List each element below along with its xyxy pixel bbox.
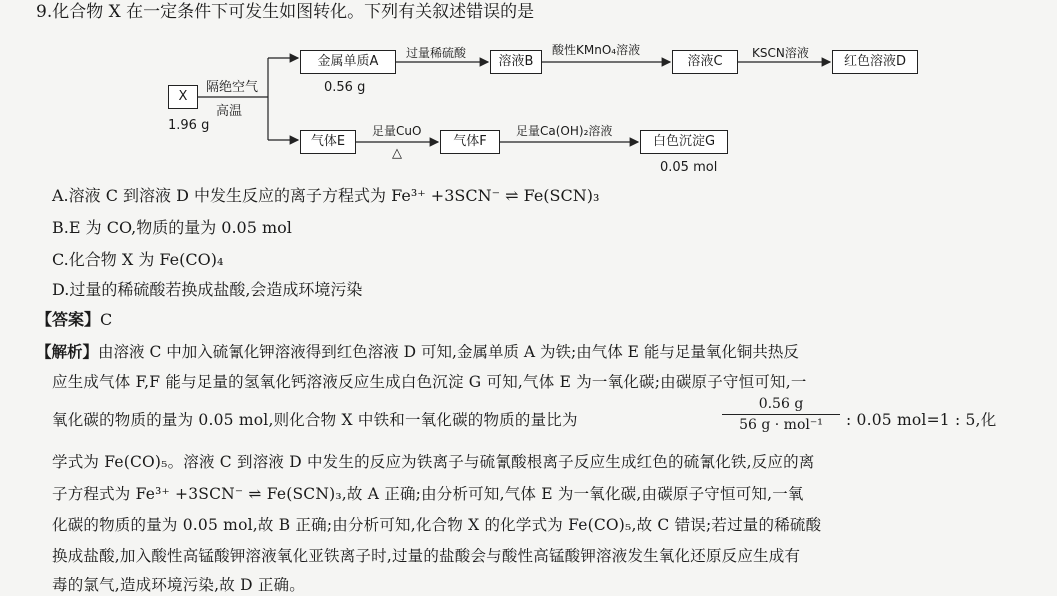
explanation-line-2: 应生成气体 F,F 能与足量的氢氧化钙溶液反应生成白色沉淀 G 可知,气体 E 为一氧化碳;由碳原子守恒可知,一: [52, 373, 807, 391]
fraction-denominator: 56 g · mol⁻¹: [739, 417, 823, 433]
question-title: 9.化合物 X 在一定条件下可发生如图转化。下列有关叙述错误的是: [36, 2, 535, 22]
arrow-label-caoh2: 足量Ca(OH)₂溶液: [516, 124, 613, 138]
explanation-text-1: 由溶液 C 中加入硫氰化钾溶液得到红色溶液 D 可知,金属单质 A 为铁;由气体 E 能与足量氧化铜共热反: [98, 343, 799, 361]
solution-c-box: 溶液C: [672, 50, 738, 74]
fraction: [722, 396, 840, 433]
compound-x-box: X: [168, 85, 198, 109]
arrow-label-heat: △: [392, 146, 402, 161]
condition-no-air: 隔绝空气: [206, 80, 259, 95]
conversion-diagram: [160, 42, 920, 184]
explanation-line-3a: 氧化碳的物质的量为 0.05 mol,则化合物 X 中铁和一氧化碳的物质的量比为: [52, 411, 578, 429]
gas-e-box: 气体E: [300, 130, 356, 154]
precipitate-g-amount: 0.05 mol: [660, 160, 718, 175]
explanation-label: 【解析】: [36, 342, 99, 361]
solution-d-box: 红色溶液D: [832, 50, 918, 74]
compound-x-mass: 1.96 g: [168, 118, 210, 133]
option-a: A.溶液 C 到溶液 D 中发生反应的离子方程式为 Fe³⁺ +3SCN⁻ ⇌ Fe(SCN)₃: [52, 186, 600, 205]
explanation-line-3b: : 0.05 mol=1 : 5,化: [846, 411, 997, 429]
answer-line: [36, 310, 112, 330]
metal-a-mass: 0.56 g: [324, 80, 366, 95]
fraction-numerator: 0.56 g: [758, 396, 804, 412]
gas-f-box: 气体F: [440, 130, 500, 154]
explanation-line-7: 换成盐酸,加入酸性高锰酸钾溶液氧化亚铁离子时,过量的盐酸会与酸性高锰酸钾溶液发生氧化还原反应生成有: [52, 547, 801, 565]
option-b: B.E 为 CO,物质的量为 0.05 mol: [52, 218, 292, 237]
arrow-label-cuo: 足量CuO: [372, 124, 422, 138]
explanation-line-1: [36, 342, 799, 362]
arrow-label-kscn: KSCN溶液: [752, 46, 809, 60]
explanation-line-4: 学式为 Fe(CO)₅。溶液 C 到溶液 D 中发生的反应为铁离子与硫氰酸根离子反应生成红色的硫氰化铁,反应的离: [52, 453, 815, 471]
metal-a-box: 金属单质A: [300, 50, 396, 74]
option-c: C.化合物 X 为 Fe(CO)₄: [52, 250, 224, 269]
arrow-label-sulfuric: 过量稀硫酸: [406, 46, 467, 60]
precipitate-g-box: 白色沉淀G: [640, 130, 728, 154]
condition-high-temp: 高温: [216, 104, 243, 119]
answer-value: C: [100, 310, 113, 329]
explanation-line-8: 毒的氯气,造成环境污染,故 D 正确。: [52, 576, 305, 594]
solution-b-box: 溶液B: [490, 50, 542, 74]
explanation-line-5: 子方程式为 Fe³⁺ +3SCN⁻ ⇌ Fe(SCN)₃,故 A 正确;由分析可知,气体 E 为一氧化碳,由碳原子守恒可知,一氧: [52, 485, 804, 503]
arrow-label-kmno4: 酸性KMnO₄溶液: [552, 43, 641, 57]
option-d: D.过量的稀硫酸若换成盐酸,会造成环境污染: [52, 280, 363, 299]
answer-label: 【答案】: [36, 310, 101, 329]
explanation-line-6: 化碳的物质的量为 0.05 mol,故 B 正确;由分析可知,化合物 X 的化学式为 Fe(CO)₅,故 C 错误;若过量的稀硫酸: [52, 516, 822, 534]
